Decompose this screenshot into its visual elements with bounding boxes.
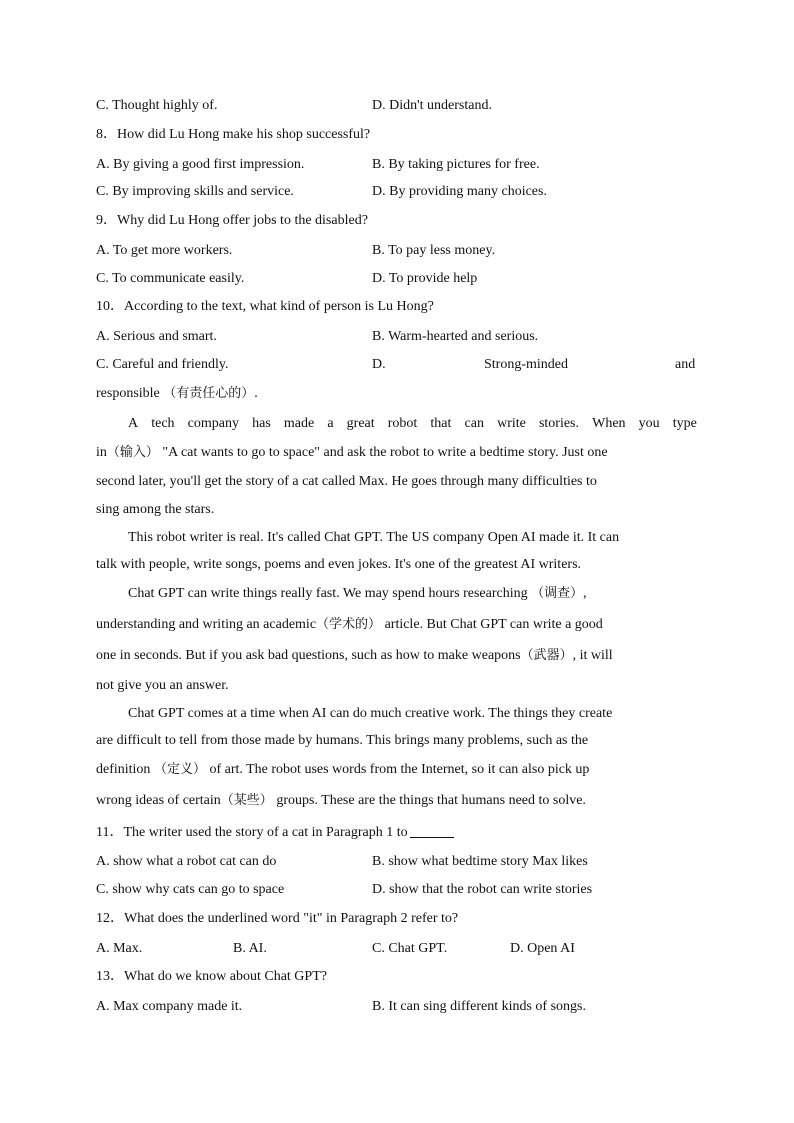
passage-p1-line4: sing among the stars. [96, 502, 215, 517]
q9-option-a: A. To get more workers. [96, 243, 233, 258]
passage-p2-line2: talk with people, write songs, poems and even jokes. It's one of the greatest AI writers. [96, 557, 582, 572]
text: definition [96, 762, 151, 777]
q10-option-d-word: and [675, 357, 696, 372]
passage-p4-line2: are difficult to tell from those made by humans. This brings many problems, such as the [96, 733, 589, 748]
chinese-gloss: （学术的） [316, 617, 382, 632]
q10-option-d-continued [96, 385, 258, 403]
text: one in seconds. But if you ask bad questions, such as how to make weapons [96, 648, 521, 663]
passage-word: has [252, 416, 271, 431]
text: " in Paragraph 2 refer to? [316, 911, 459, 926]
q7-option-d: D. Didn't understand. [372, 98, 492, 113]
q10-option-a: A. Serious and smart. [96, 329, 217, 344]
q12-option-b: B. AI. [233, 941, 267, 956]
q12-stem [96, 910, 458, 928]
passage-word: great [346, 416, 375, 431]
q9-option-c: C. To communicate easily. [96, 271, 245, 286]
text: understanding and writing an academic [96, 617, 317, 632]
passage-p1-line2 [96, 444, 697, 462]
passage-p4-line4 [96, 792, 586, 810]
text: article. But Chat GPT can write a good [381, 617, 603, 632]
text: of art. The robot uses words from the Internet, so it can also pick up [205, 762, 590, 777]
text: . [254, 386, 258, 401]
passage-word: that [430, 416, 452, 431]
q10-option-d-label: D. [372, 357, 386, 372]
passage-word: a [327, 416, 334, 431]
q12-option-c: C. Chat GPT. [372, 941, 448, 956]
text: 11．The writer used the story of a cat in Paragraph 1 to [96, 825, 408, 840]
text: in [96, 445, 107, 460]
text: "A cat wants to go to space" and ask the robot to write a bedtime story. Just one [158, 445, 608, 460]
q8-stem: 8．How did Lu Hong make his shop successful? [96, 127, 371, 142]
q12-option-a: A. Max. [96, 941, 143, 956]
q8-option-a: A. By giving a good first impression. [96, 157, 305, 172]
passage-p1-line3: second later, you'll get the story of a cat called Max. He goes through many difficulties to [96, 474, 597, 489]
q8-option-d: D. By providing many choices. [372, 184, 547, 199]
passage-p3-line1 [128, 585, 587, 603]
q9-option-b: B. To pay less money. [372, 243, 496, 258]
passage-word: stories. [538, 416, 580, 431]
q11-option-c: C. show why cats can go to space [96, 882, 285, 897]
chinese-gloss: （调查） [531, 586, 584, 601]
text: Chat GPT can write things really fast. We may spend hours researching [128, 586, 528, 601]
q10-option-c: C. Careful and friendly. [96, 357, 229, 372]
q10-option-d-word: Strong-minded [484, 357, 568, 372]
chinese-gloss: （输入） [106, 445, 159, 460]
q13-option-b: B. It can sing different kinds of songs. [372, 999, 586, 1014]
passage-p1-line1 [128, 415, 697, 433]
chinese-gloss: （定义） [153, 762, 206, 777]
passage-p2-line1: This robot writer is real. It's called Chat GPT. The US company Open AI made it. It can [128, 530, 620, 545]
q11-option-d: D. show that the robot can write stories [372, 882, 593, 897]
chinese-gloss: （某些） [220, 793, 273, 808]
q10-option-b: B. Warm-hearted and serious. [372, 329, 539, 344]
q12-option-d: D. Open AI [510, 941, 575, 956]
passage-word: tech [151, 416, 175, 431]
text: , it will [572, 648, 613, 663]
text: wrong ideas of certain [96, 793, 221, 808]
text: 12．What does the underlined word " [96, 911, 309, 926]
passage-p3-line2 [96, 616, 603, 634]
passage-p3-line4: not give you an answer. [96, 678, 229, 693]
passage-p3-line3 [96, 647, 613, 665]
q7-option-c: C. Thought highly of. [96, 98, 218, 113]
chinese-gloss: （有责任心的） [163, 386, 255, 401]
q11-option-a: A. show what a robot cat can do [96, 854, 277, 869]
chinese-gloss: （武器） [520, 648, 573, 663]
passage-word: you [638, 416, 660, 431]
text: , [583, 586, 587, 601]
passage-word: A [128, 416, 139, 431]
q9-option-d: D. To provide help [372, 271, 478, 286]
passage-word: write [497, 416, 526, 431]
text: groups. These are the things that humans need to solve. [272, 793, 586, 808]
q13-option-a: A. Max company made it. [96, 999, 243, 1014]
q8-option-c: C. By improving skills and service. [96, 184, 294, 199]
passage-word: made [283, 416, 315, 431]
text: responsible [96, 386, 160, 401]
passage-word: type [672, 416, 697, 431]
passage-word: company [187, 416, 239, 431]
underlined-word: it [308, 911, 317, 926]
q9-stem: 9．Why did Lu Hong offer jobs to the disabled? [96, 213, 368, 228]
passage-word: robot [387, 416, 418, 431]
q11-option-b: B. show what bedtime story Max likes [372, 854, 588, 869]
q11-stem [96, 823, 454, 842]
q10-stem: 10．According to the text, what kind of person is Lu Hong? [96, 299, 434, 314]
q13-stem: 13．What do we know about Chat GPT? [96, 969, 327, 984]
passage-word: When [592, 416, 626, 431]
passage-p4-line3 [96, 761, 589, 779]
passage-word: can [464, 416, 484, 431]
q8-option-b: B. By taking pictures for free. [372, 157, 540, 172]
answer-blank [410, 823, 454, 838]
passage-p4-line1: Chat GPT comes at a time when AI can do much creative work. The things they create [128, 706, 613, 721]
